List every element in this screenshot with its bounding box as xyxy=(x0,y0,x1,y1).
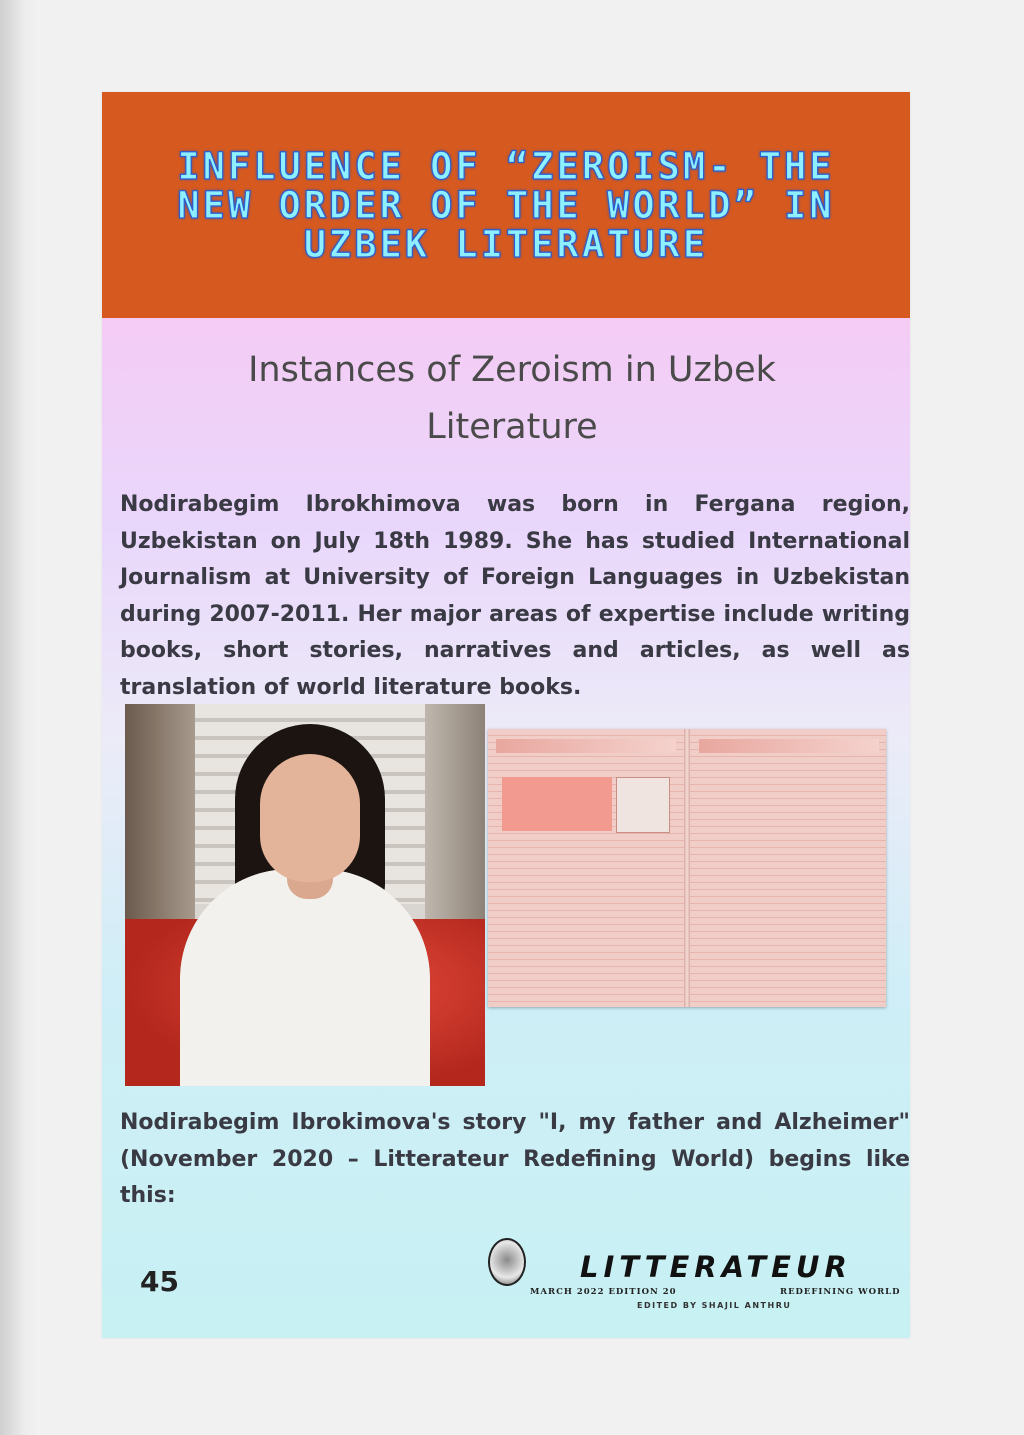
editor-credit: EDITED BY SHAJIL ANTHRU xyxy=(637,1301,792,1310)
magazine-page xyxy=(102,92,910,1338)
spread-left-page xyxy=(488,729,685,1007)
magazine-brand: LITTERATEUR xyxy=(580,1250,852,1284)
section-subtitle: Instances of Zeroism in Uzbek Literature xyxy=(248,350,776,447)
litterateur-logo-icon xyxy=(488,1238,526,1286)
author-bio-paragraph: Nodirabegim Ibrokhimova was born in Fergana region, Uzbekistan on July 18th 1989. She has studied International Journalism at University of Foreign Languages in Uzbekistan during 2007-2011. Her major areas of expertise include writing books, short stories, narratives and articles, as well as translation of world literature books. xyxy=(120,492,910,700)
story-intro-paragraph: Nodirabegim Ibrokimova's story "I, my father and Alzheimer" (November 2020 – Litterateur Redefining World) begins like this: xyxy=(120,1110,910,1208)
title-banner xyxy=(102,92,910,318)
article-title: INFLUENCE OF “ZEROISM- THE NEW ORDER OF THE WORLD” IN UZBEK LITERATURE xyxy=(177,144,835,266)
author-photo xyxy=(125,704,485,1086)
spread-right-page xyxy=(689,729,886,1007)
page-edge-shadow xyxy=(0,0,40,1435)
brand-tagline: REDEFINING WORLD xyxy=(780,1287,901,1297)
edition-label: MARCH 2022 EDITION 20 xyxy=(530,1287,677,1297)
page-number: 45 xyxy=(140,1265,179,1298)
magazine-spread-image xyxy=(488,729,886,1007)
